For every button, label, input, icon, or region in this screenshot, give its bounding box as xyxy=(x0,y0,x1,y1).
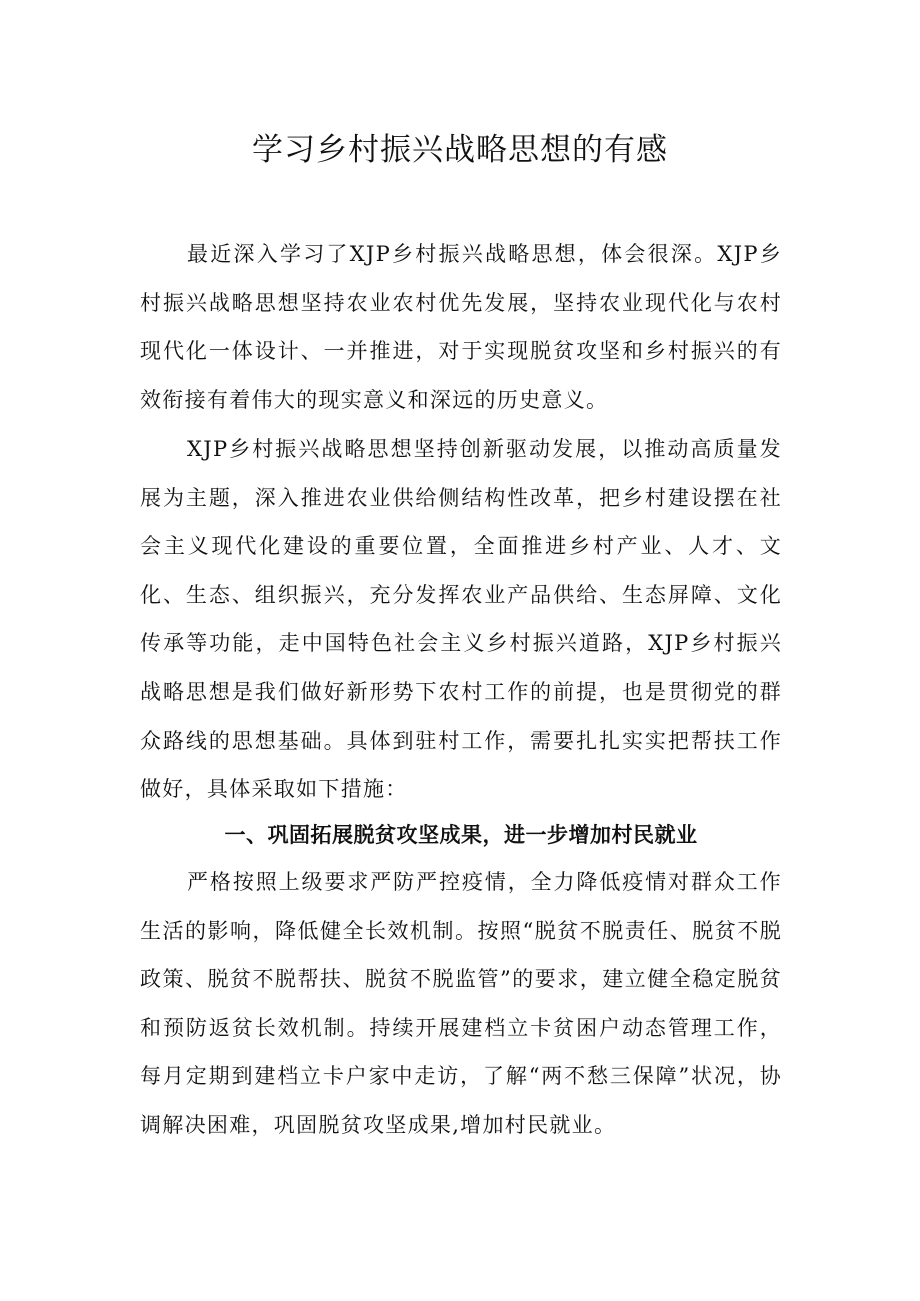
paragraph-strategy: XJP乡村振兴战略思想坚持创新驱动发展，以推动高质量发展为主题，深入推进农业供给侧结构性改革，把乡村建设摆在社会主义现代化建设的重要位置，全面推进乡村产业、人才、文化、生态、组织振兴，充分发挥农业产品供给、生态屏障、文化传承等功能，走中国特色社会主义乡村振兴道路，XJP乡村振兴战略思想是我们做好新形势下农村工作的前提，也是贯彻党的群众路线的思想基础。具体到驻村工作，需要扎扎实实把帮扶工作做好，具体采取如下措施： xyxy=(140,437,782,802)
paragraph-intro: 最近深入学习了XJP乡村振兴战略思想，体会很深。XJP乡村振兴战略思想坚持农业农村优先发展，坚持农业现代化与农村现代化一体设计、一并推进，对于实现脱贫攻坚和乡村振兴的有效衔接有着伟大的现实意义和深远的历史意义。 xyxy=(140,242,782,412)
section-heading: 一、巩固拓展脱贫攻坚成果，进一步增加村民就业 xyxy=(224,823,698,847)
paragraph-measures: 严格按照上级要求严防严控疫情，全力降低疫情对群众工作生活的影响，降低健全长效机制。按照“脱贫不脱责任、脱贫不脱政策、脱贫不脱帮扶、脱贫不脱监管”的要求，建立健全稳定脱贫和预防返贫长效机制。持续开展建档立卡贫困户动态管理工作，每月定期到建档立卡户家中走访，了解“两不愁三保障”状况，协调解决困难，巩固脱贫攻坚成果,增加村民就业。 xyxy=(140,870,782,1137)
document-title: 学习乡村振兴战略思想的有感 xyxy=(252,132,668,168)
